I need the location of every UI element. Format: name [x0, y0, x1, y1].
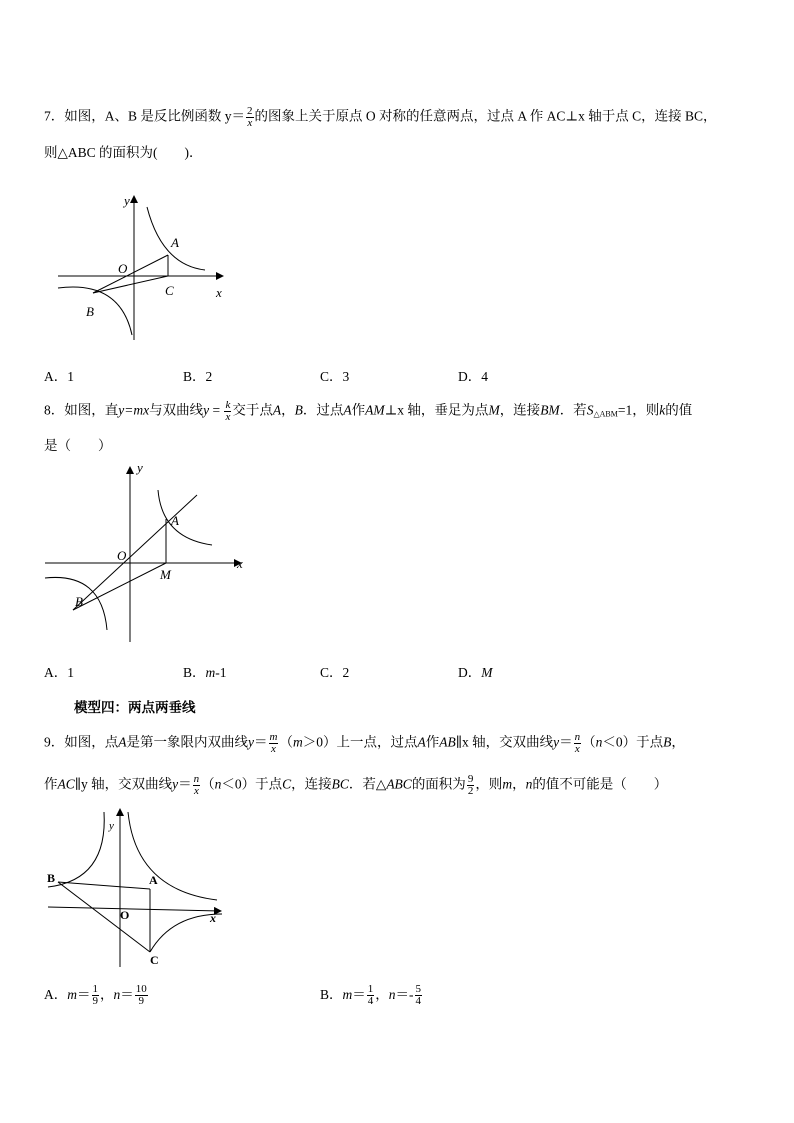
q8-fig-M: M	[160, 567, 171, 582]
q9-fraction-2: $\frac{n}{x}$	[574, 731, 581, 755]
q7-option-a: A．1	[44, 369, 74, 384]
q9-figure	[42, 802, 227, 972]
q9-fig-B: B	[47, 871, 56, 885]
q9-option-a: A．m＝ $\frac{1}{9}$ ，n＝ $\frac{10}{9}$	[44, 983, 147, 1008]
q9-fig-x: x	[210, 911, 216, 925]
q8-fraction: $\frac{k}{x}$	[225, 399, 231, 423]
q7-figure	[50, 185, 235, 345]
q8-fig-O: O	[117, 548, 127, 563]
q8-fig-B: B	[75, 594, 83, 609]
q9-line1: 9．如图，点A是第一象限内双曲线y＝ $\frac{m}{x}$ （m＞0）上一点，过点A作AB∥x 轴，交双曲线y＝ $\frac{n}{x}$ （n＜0）于点B，	[44, 731, 685, 755]
q7-fig-A: A	[171, 235, 179, 250]
q7-fig-x: x	[216, 285, 222, 300]
q7-fraction: $\frac{2}{x}$	[247, 105, 253, 129]
q8-line2: 是（ ）	[44, 438, 112, 453]
section-heading: 模型四：两点两垂线	[74, 700, 196, 715]
q7-fig-O: O	[118, 261, 128, 276]
q8-fig-A: A	[171, 513, 179, 528]
q8-line1: 8．如图，直y=mx与双曲线y = $\frac{k}{x}$ 交于点A，B．过点A作AM⊥x 轴，垂足为点M，连接BM．若$S_{\triangle ABM}=1$，则k的值	[44, 399, 693, 423]
q9-line2: 作AC∥y 轴，交双曲线y＝ $\frac{n}{x}$ （n＜0）于点C，连接BC．若△ABC的面积为 $\frac{9}{2}$ ，则m，n的值不可能是（ ）	[44, 773, 668, 797]
q7-option-c: C．3	[320, 369, 350, 384]
q8-fig-x: x	[237, 556, 243, 571]
q7-line2	[44, 144, 203, 162]
q7-fig-C: C	[165, 283, 174, 298]
q7-text-1: 如图，A、B 是反比例函数 y＝	[64, 108, 246, 124]
q9-option-b: B．m＝ $\frac{1}{4}$ ，n＝- $\frac{5}{4}$	[320, 983, 422, 1008]
q7-text-3: 则△ABC 的面积为( )．	[44, 145, 203, 160]
q9-fraction-1: $\frac{m}{x}$	[269, 731, 278, 755]
q7-line1	[44, 106, 716, 129]
q9-fig-C: C	[150, 953, 159, 967]
q8-option-d: D．M	[458, 665, 493, 680]
q7-option-d: D．4	[458, 369, 488, 384]
q8-option-c: C．2	[320, 665, 350, 680]
q9-fig-A: A	[149, 873, 158, 887]
q7-number: 7．	[44, 108, 65, 124]
q9-fig-O: O	[120, 908, 130, 922]
q7-option-b: B．2	[183, 369, 213, 384]
q8-option-a: A．1	[44, 665, 74, 680]
q7-fig-B: B	[86, 304, 94, 319]
q9-fraction-3: $\frac{n}{x}$	[193, 773, 200, 797]
q9-fraction-4: $\frac{9}{2}$	[467, 773, 474, 797]
q8-figure	[40, 460, 255, 645]
q9-fig-y: y	[109, 820, 114, 832]
q8-fig-y: y	[137, 460, 143, 475]
q8-option-b: B．m-1	[183, 665, 227, 680]
q7-fig-y: y	[124, 193, 130, 208]
q7-text-2: 的图象上关于原点 O 对称的任意两点，过点 A 作 AC⊥x 轴于点 C，连接 BC，	[254, 108, 717, 124]
